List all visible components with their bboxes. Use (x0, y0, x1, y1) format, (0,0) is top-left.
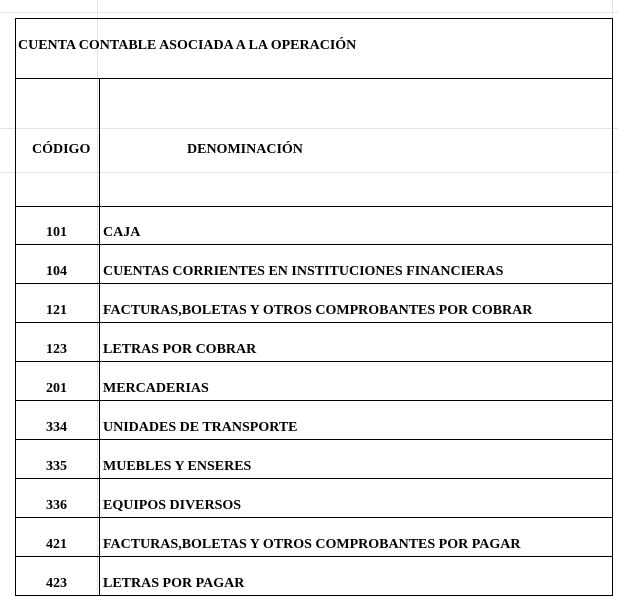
header-code: CÓDIGO (32, 142, 91, 157)
account-code: 101 (46, 225, 67, 240)
account-code: 104 (46, 264, 67, 279)
account-code: 123 (46, 342, 67, 357)
gridline (0, 128, 618, 129)
account-name: EQUIPOS DIVERSOS (103, 498, 242, 513)
table-row (0, 323, 618, 362)
account-name: LETRAS POR COBRAR (103, 342, 257, 357)
account-code: 421 (46, 537, 67, 552)
account-name: CUENTAS CORRIENTES EN INSTITUCIONES FINANCIERAS (103, 264, 504, 279)
account-name: UNIDADES DE TRANSPORTE (103, 420, 298, 435)
table-row (0, 479, 618, 518)
table-row (0, 362, 618, 401)
account-name: CAJA (103, 225, 141, 240)
account-name: LETRAS POR PAGAR (103, 576, 245, 591)
gridline (0, 12, 618, 13)
account-name: FACTURAS,BOLETAS Y OTROS COMPROBANTES POR PAGAR (103, 537, 521, 552)
account-code: 423 (46, 576, 67, 591)
table-row (0, 245, 618, 284)
table-row (0, 557, 618, 596)
account-code: 121 (46, 303, 67, 318)
title-bottom-border (15, 78, 613, 79)
table-row (0, 401, 618, 440)
header-name: DENOMINACIÓN (187, 142, 303, 157)
account-code: 336 (46, 498, 67, 513)
account-name: MUEBLES Y ENSERES (103, 459, 252, 474)
account-code: 201 (46, 381, 67, 396)
table-row (0, 440, 618, 479)
table-row (0, 206, 618, 245)
table-row (0, 518, 618, 557)
account-name: FACTURAS,BOLETAS Y OTROS COMPROBANTES POR COBRAR (103, 303, 533, 318)
account-code: 335 (46, 459, 67, 474)
table-title: CUENTA CONTABLE ASOCIADA A LA OPERACIÓN (18, 38, 357, 53)
account-name: MERCADERIAS (103, 381, 209, 396)
table-row (0, 284, 618, 323)
gridline (0, 172, 618, 173)
account-code: 334 (46, 420, 67, 435)
table-top-border (15, 18, 613, 19)
